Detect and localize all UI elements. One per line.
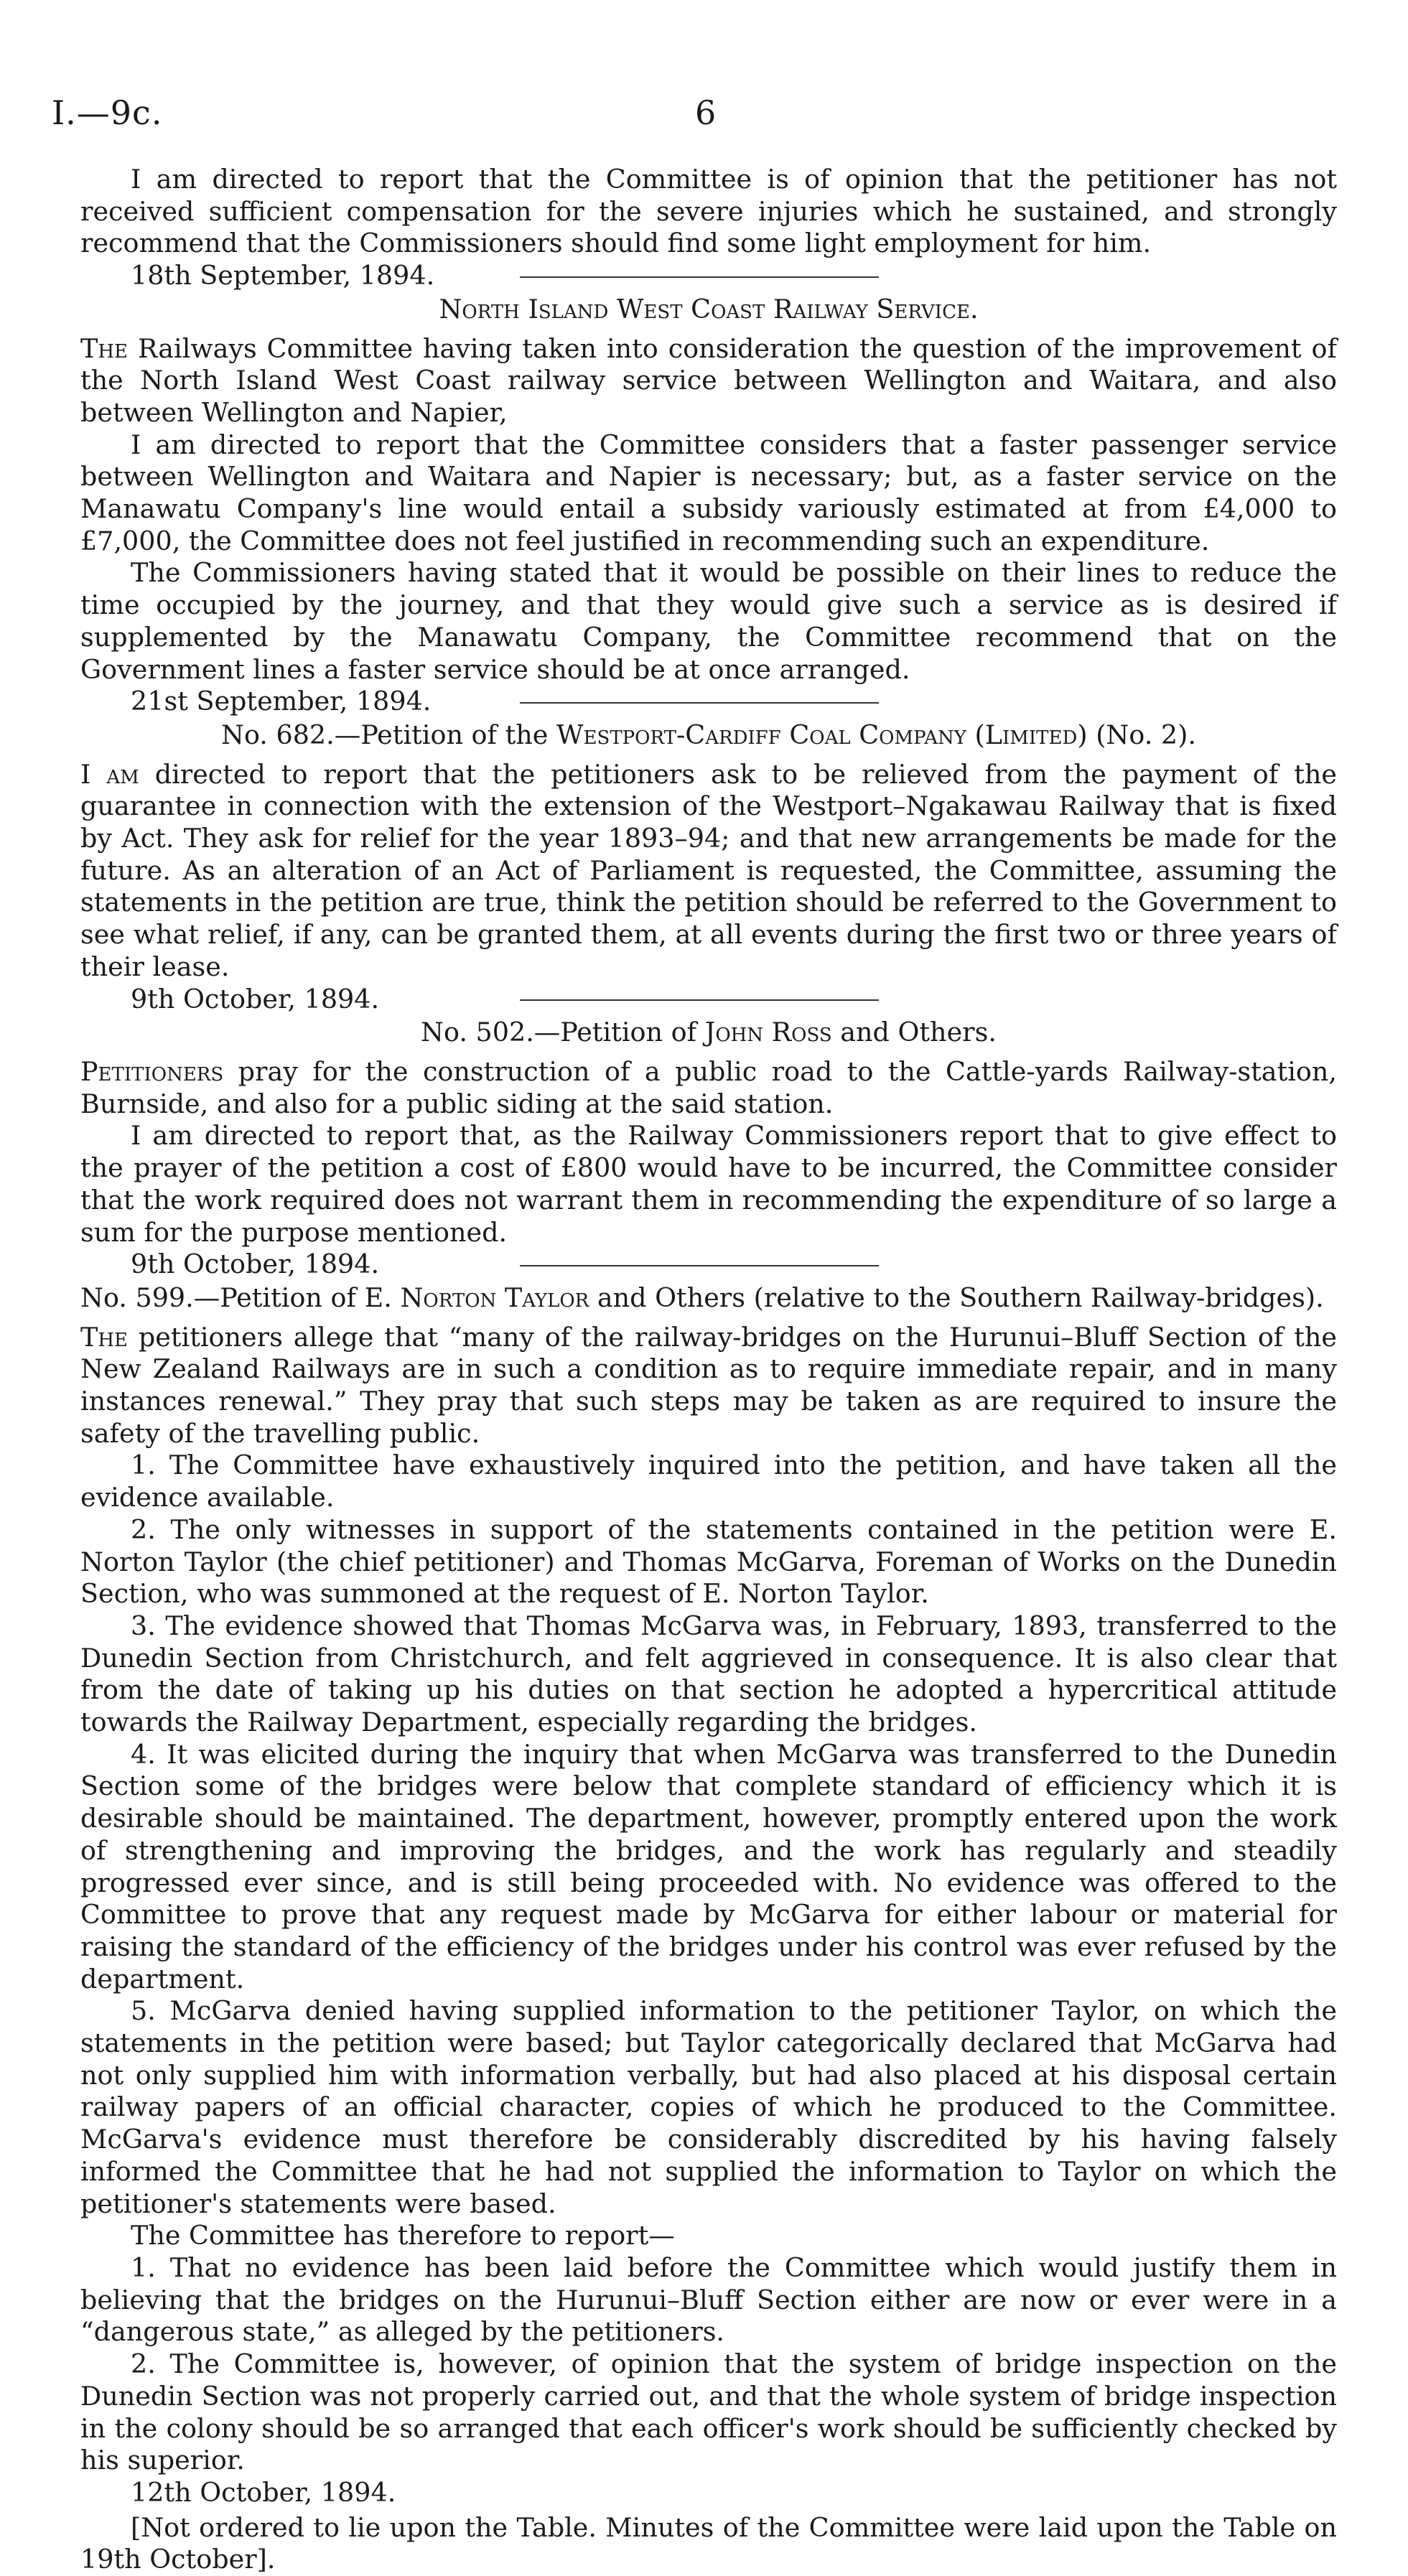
intro-date: 18th September, 1894. [131,260,435,291]
closing-note: [Not ordered to lie upon the Table. Minutes of the Committee were laid upon the Table on 19th October]. [80,2511,1337,2575]
section3-paragraph-1-text: pray for the construction of a public road to the Cattle-yards Railway-station, Burnside, and also for a public siding at the said station. [80,1055,1337,1119]
section2-lead: I am [80,758,139,790]
section4-item: 2. The only witnesses in support of the statements contained in the petition were E. Norton Taylor (the chief petitioner) and Thomas McGarva, Foreman of Works on the Dunedin Section, who was summoned at the request of E. Norton Taylor. [80,1513,1337,1610]
section2-title-prefix: No. 682.—Petition of the [221,719,549,750]
section3-title-name: John Ross [704,1017,832,1048]
section-divider [520,702,879,704]
section2-title-company: Westport-Cardiff Coal Company (Limited) [556,719,1088,750]
section3-paragraph-1 [80,1056,1337,1120]
section4-item: 1. The Committee have exhaustively inquired into the petition, and have taken all the evidence available. [80,1450,1337,1513]
section-divider [520,999,879,1001]
section-divider [520,1265,879,1266]
section-divider [520,276,879,278]
section3-lead: Petitioners [80,1055,224,1087]
section4-report-intro: The Committee has therefore to report— [131,2220,675,2251]
section4-title-suffix: and Others (relative to the Southern Railway-bridges). [597,1282,1324,1313]
section2-paragraph-1-text: directed to report that the petitioners ask to be relieved from the payment of the guarantee in connection with the extension of the Westport–Ngakawau Railway that is fixed by Act. They ask for relief for the year 1893–94; and that new arrangements be made for the future. As an alteration of an Act of Parliament is requested, the Committee, assuming the statements in the petition are true, think the petition should be referred to the Government to see what relief, if any, can be granted them, at all events during the first two or three years of their lease. [80,758,1338,982]
section4-paragraph-1-text: petitioners allege that “many of the railway-bridges on the Hurunui–Bluff Section of the New Zealand Railways are in such a condition as to require immediate repair, and in many instances renewal.” They pray that such steps may be taken as are required to insure the safety of the travelling public. [80,1321,1337,1449]
page-number: 6 [695,93,717,132]
document-body [80,164,1337,2576]
section-title-john-ross [80,1017,1337,1049]
section4-item: 4. It was elicited during the inquiry that when McGarva was transferred to the Dunedin Section some of the bridges were below that complete standard of efficiency which it is desirable should be maintained. The department, however, promptly entered upon the work of strengthening and improving the bridges, and the work has regularly and steadily progressed ever since, and is still being proceeded with. No evidence was offered to the Committee to prove that any request made by McGarva for either labour or material for raising the standard of the efficiency of the bridges under his control was ever refused by the department. [80,1738,1337,1994]
intro-paragraph: I am directed to report that the Committee is of opinion that the petitioner has not received sufficient compensation for the severe injuries which he sustained, and strongly recommend that the Commissioners should find some light employment for him. [80,164,1337,259]
section3-title-prefix: No. 502.—Petition of [421,1017,697,1048]
section4-paragraph-1 [80,1322,1337,1450]
section1-lead: The [80,332,128,364]
section1-paragraph-3: The Commissioners having stated that it would be possible on their lines to reduce the time occupied by the journey, and that they would give such a service as is desired if supplemented by the Manawatu Company, the Committee recommend that on the Government lines a faster service should be at once arranged. [80,557,1337,685]
section1-paragraph-1 [80,333,1337,429]
section4-lead: The [80,1321,128,1353]
section3-title-suffix: and Others. [840,1017,997,1048]
document-code: I.—9c. [52,93,163,132]
section-title-norton-taylor [80,1282,1337,1315]
section1-date: 21st September, 1894. [131,686,432,717]
section2-date: 9th October, 1894. [131,983,380,1014]
section4-date: 12th October, 1894. [131,2476,396,2508]
section4-finding: 2. The Committee is, however, of opinion that the system of bridge inspection on the Dunedin Section was not properly carried out, and that the whole system of bridge inspection in the colony should be so arranged that each officer's work should be sufficiently checked by his superior. [80,2348,1337,2476]
section4-item: 3. The evidence showed that Thomas McGarva was, in February, 1893, transferred to the Dunedin Section from Christchurch, and felt aggrieved in consequence. It is also clear that from the date of taking up his duties on that section he adopted a hypercritical attitude towards the Railway Department, especially regarding the bridges. [80,1610,1337,1738]
section1-paragraph-2: I am directed to report that the Committee considers that a faster passenger service between Wellington and Waitara and Napier is necessary; but, as a faster service on the Manawatu Company's line would entail a subsidy variously estimated at from £4,000 to £7,000, the Committee does not feel justified in recommending such an expenditure. [80,429,1337,556]
section4-finding: 1. That no evidence has been laid before the Committee which would justify them in believing that the bridges on the Hurunui–Bluff Section either are now or ever were in a “dangerous state,” as alleged by the petitioners. [80,2252,1337,2348]
section4-item: 5. McGarva denied having supplied information to the petitioner Taylor, on which the statements in the petition were based; but Taylor categorically declared that McGarva had not only supplied him with information verbally, but had also placed at his disposal certain railway papers of an official character, copies of which he produced to the Committee. McGarva's evidence must therefore be considerably discredited by his having falsely informed the Committee that he had not supplied the information to Taylor on which the petitioner's statements were based. [80,1995,1337,2219]
section1-paragraph-1-text: Railways Committee having taken into consideration the question of the improvement of the North Island West Coast railway service between Wellington and Waitara, and also between Wellington and Napier, [80,332,1337,428]
section4-title-name: Norton Taylor [400,1282,589,1313]
section-title-westport-cardiff [80,719,1337,752]
section3-paragraph-2: I am directed to report that, as the Railway Commissioners report that to give effect to the prayer of the petition a cost of £800 would have to be incurred, the Committee consider that the work required does not warrant them in recommending the expenditure of so large a sum for the purpose mentioned. [80,1120,1337,1248]
section2-paragraph-1 [80,759,1337,984]
section2-title-suffix: (No. 2). [1096,719,1196,750]
section3-date: 9th October, 1894. [131,1249,380,1280]
section4-title-prefix: No. 599.—Petition of E. [80,1282,392,1313]
section-title-west-coast: North Island West Coast Railway Service. [439,293,979,325]
